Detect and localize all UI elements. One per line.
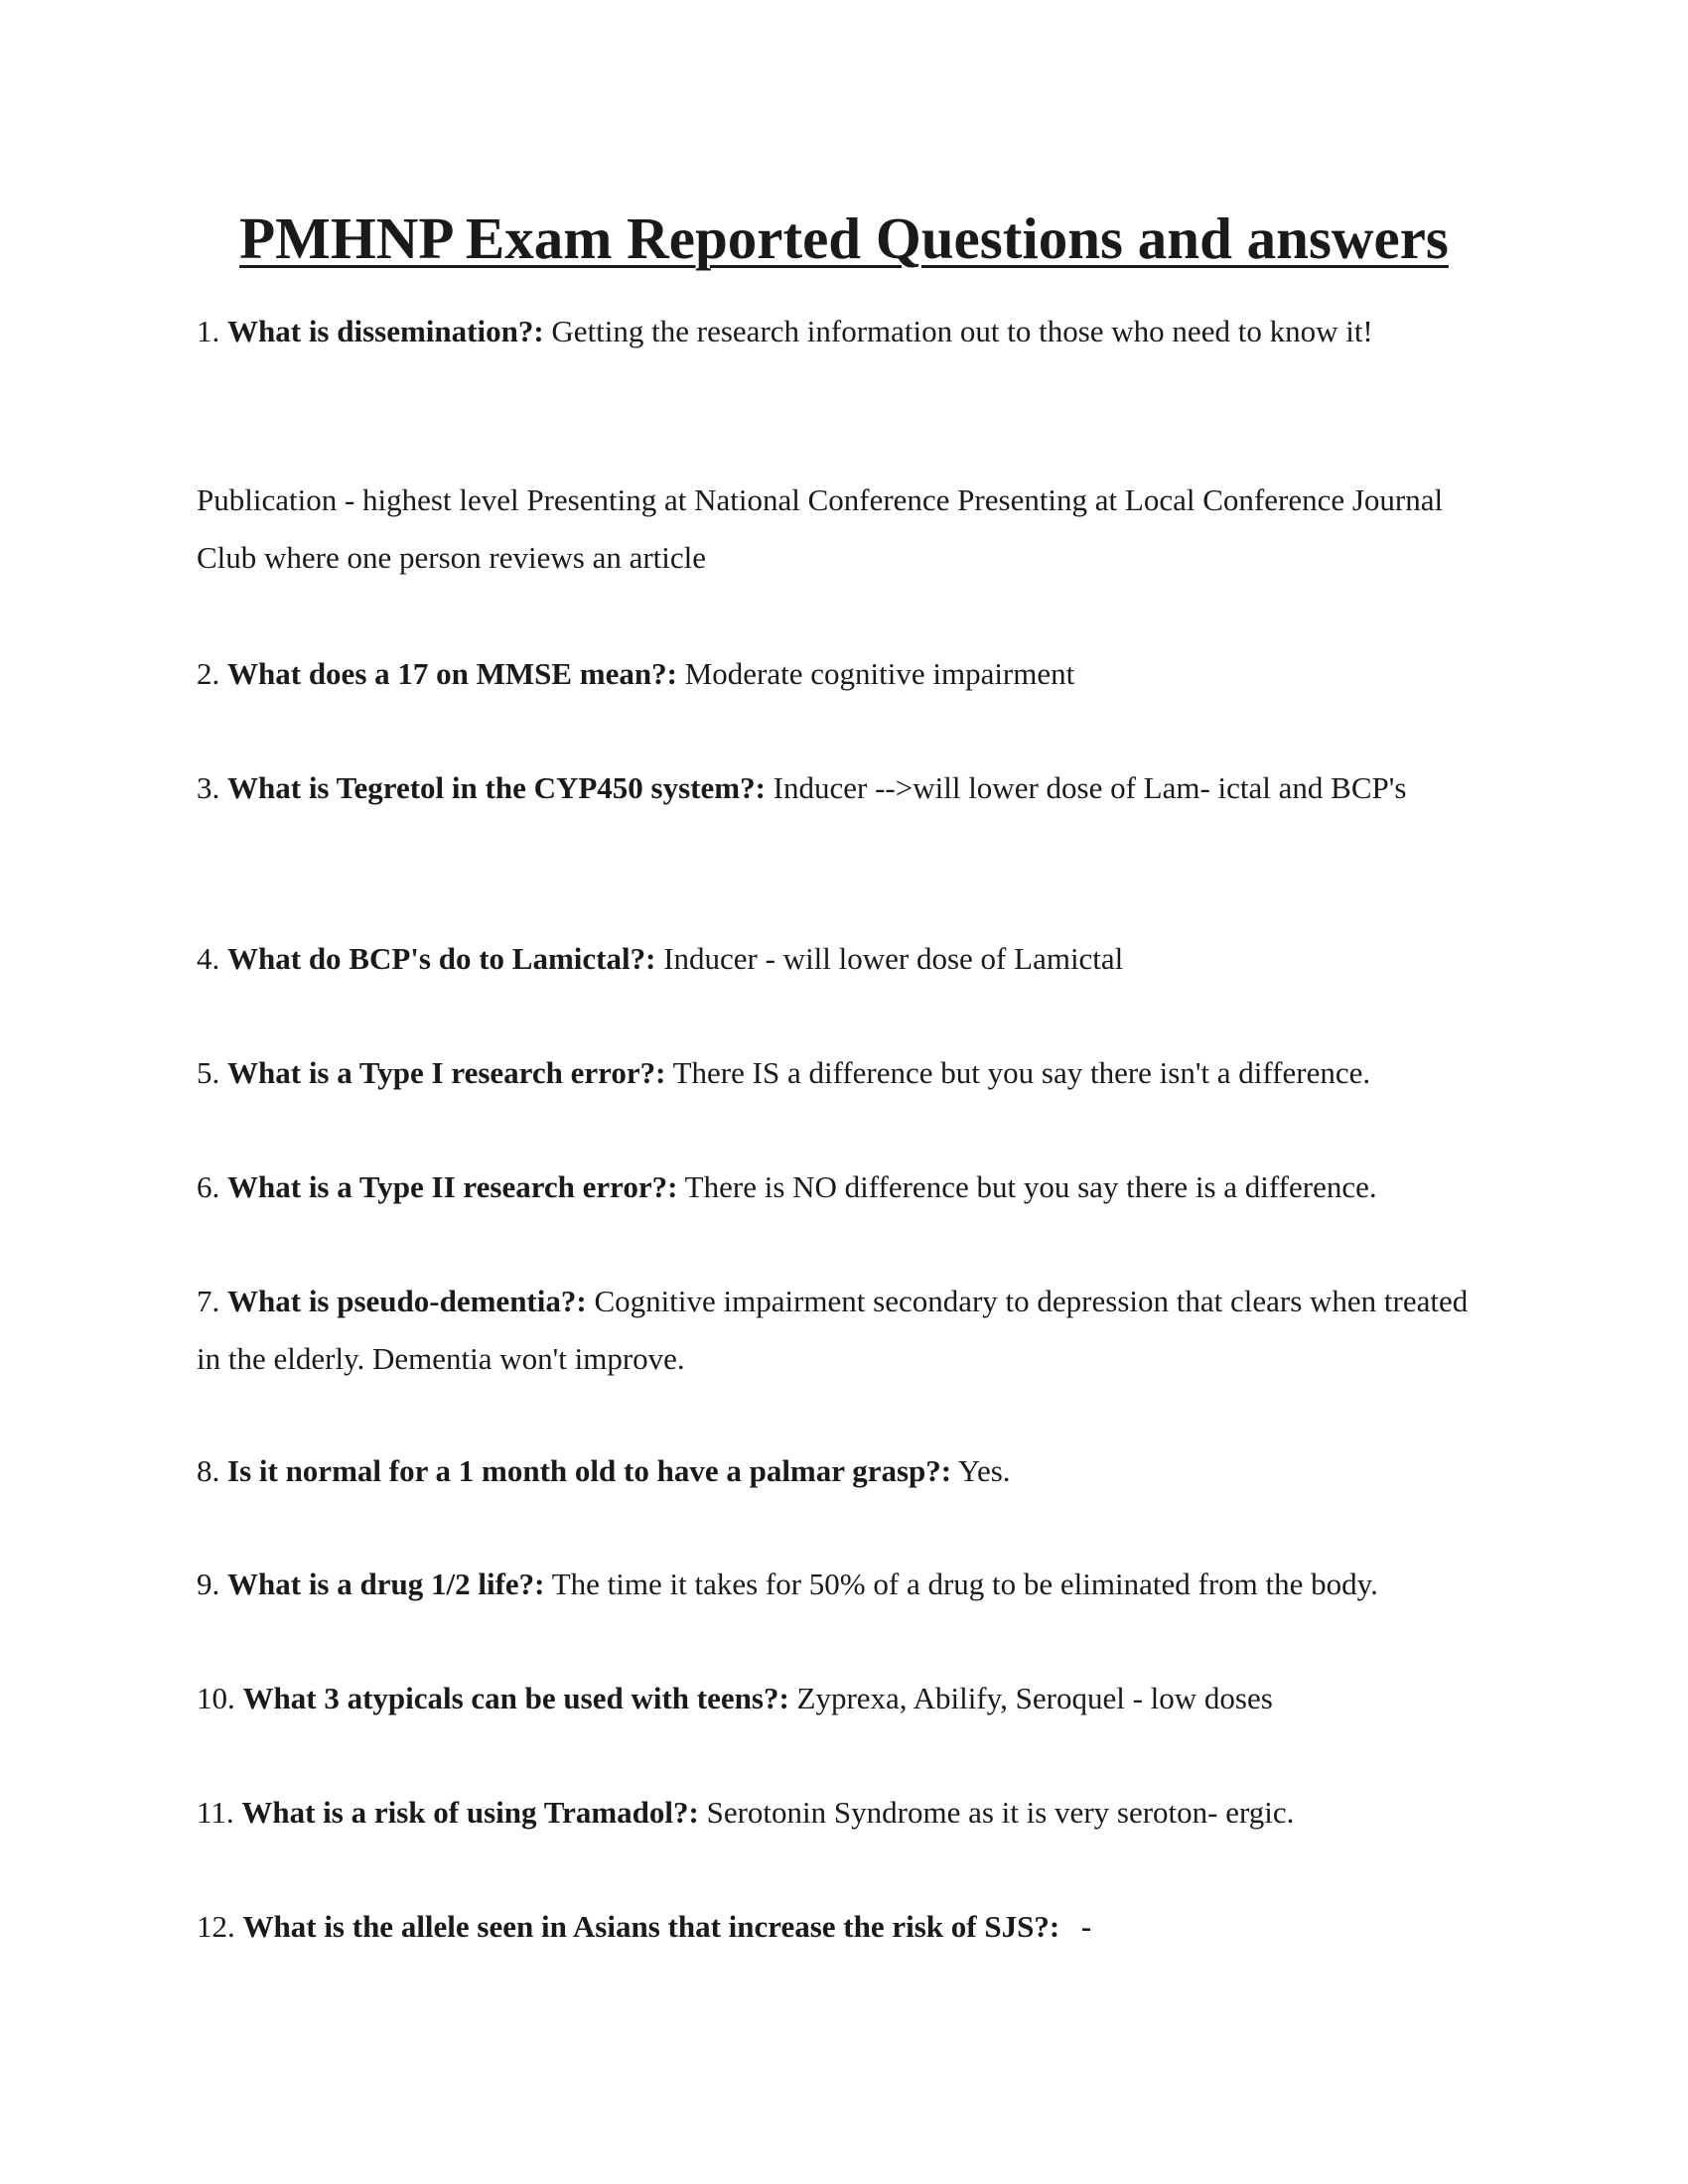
question-text: What is a drug 1/2 life?:: [227, 1567, 545, 1601]
qa-item-6: [197, 1159, 1477, 1216]
qa-item-12: [197, 1898, 1477, 1956]
qa-item-9: [197, 1556, 1477, 1613]
qa-item-2: [197, 645, 1477, 703]
qa-item-3: [197, 759, 1477, 817]
question-text: What is pseudo-dementia?:: [227, 1284, 587, 1318]
document-title: PMHNP Exam Reported Questions and answers: [239, 205, 1449, 271]
item-number: 10.: [197, 1681, 235, 1715]
item-number: 2.: [197, 656, 220, 691]
answer-text: Zyprexa, Abilify, Seroquel - low doses: [796, 1681, 1273, 1715]
qa-item-5: [197, 1044, 1477, 1102]
question-text: What is dissemination?:: [227, 314, 544, 348]
question-text: What is a Type II research error?:: [227, 1169, 678, 1204]
answer-text: Getting the research information out to those who need to know it!: [551, 314, 1373, 348]
answer-text: Moderate cognitive impairment: [684, 656, 1075, 691]
question-text: What is a Type I research error?:: [227, 1055, 666, 1090]
question-text: What is Tegretol in the CYP450 system?:: [227, 770, 766, 805]
answer-text: There is NO difference but you say there is a difference.: [684, 1169, 1377, 1204]
qa-item-7: [197, 1273, 1477, 1388]
item-number: 7.: [197, 1284, 220, 1318]
qa-item-8: [197, 1442, 1477, 1500]
item-number: 8.: [197, 1453, 220, 1488]
question-text: What does a 17 on MMSE mean?:: [227, 656, 677, 691]
answer-text: Inducer -->will lower dose of Lam- ictal and BCP's: [773, 770, 1407, 805]
answer-text: The time it takes for 50% of a drug to be eliminated from the body.: [551, 1567, 1378, 1601]
item-number: 9.: [197, 1567, 220, 1601]
item-number: 4.: [197, 941, 220, 976]
item-number: 3.: [197, 770, 220, 805]
item-number: 11.: [197, 1795, 234, 1830]
question-text: Is it normal for a 1 month old to have a palmar grasp?:: [227, 1453, 952, 1488]
qa-item-10: [197, 1670, 1477, 1727]
question-text: What do BCP's do to Lamictal?:: [227, 941, 656, 976]
question-text: What is a risk of using Tramadol?:: [241, 1795, 699, 1830]
qa-item-11: [197, 1784, 1477, 1842]
question-text: What 3 atypicals can be used with teens?:: [242, 1681, 789, 1715]
dissemination-note: Publication - highest level Presenting at National Conference Presenting at Local Conference Journal Club where one person reviews an article: [197, 482, 1444, 575]
item-number: 1.: [197, 314, 220, 348]
answer-text: Cognitive impairment secondary to depression that clears when treated in the elderly. Dementia won't improve.: [197, 1284, 1469, 1376]
qa-item-1: [197, 303, 1477, 360]
qa-item-4: [197, 930, 1477, 988]
answer-text: Inducer - will lower dose of Lamictal: [663, 941, 1124, 976]
item-number: 5.: [197, 1055, 220, 1090]
item-number: 6.: [197, 1169, 220, 1204]
item-number: 12.: [197, 1909, 235, 1944]
answer-text: There IS a difference but you say there isn't a difference.: [672, 1055, 1371, 1090]
answer-text: Yes.: [957, 1453, 1011, 1488]
question-text: What is the allele seen in Asians that increase the risk of SJS?:: [242, 1909, 1060, 1944]
answer-text: -: [1080, 1909, 1092, 1944]
answer-text: Serotonin Syndrome as it is very seroton- ergic.: [706, 1795, 1295, 1830]
